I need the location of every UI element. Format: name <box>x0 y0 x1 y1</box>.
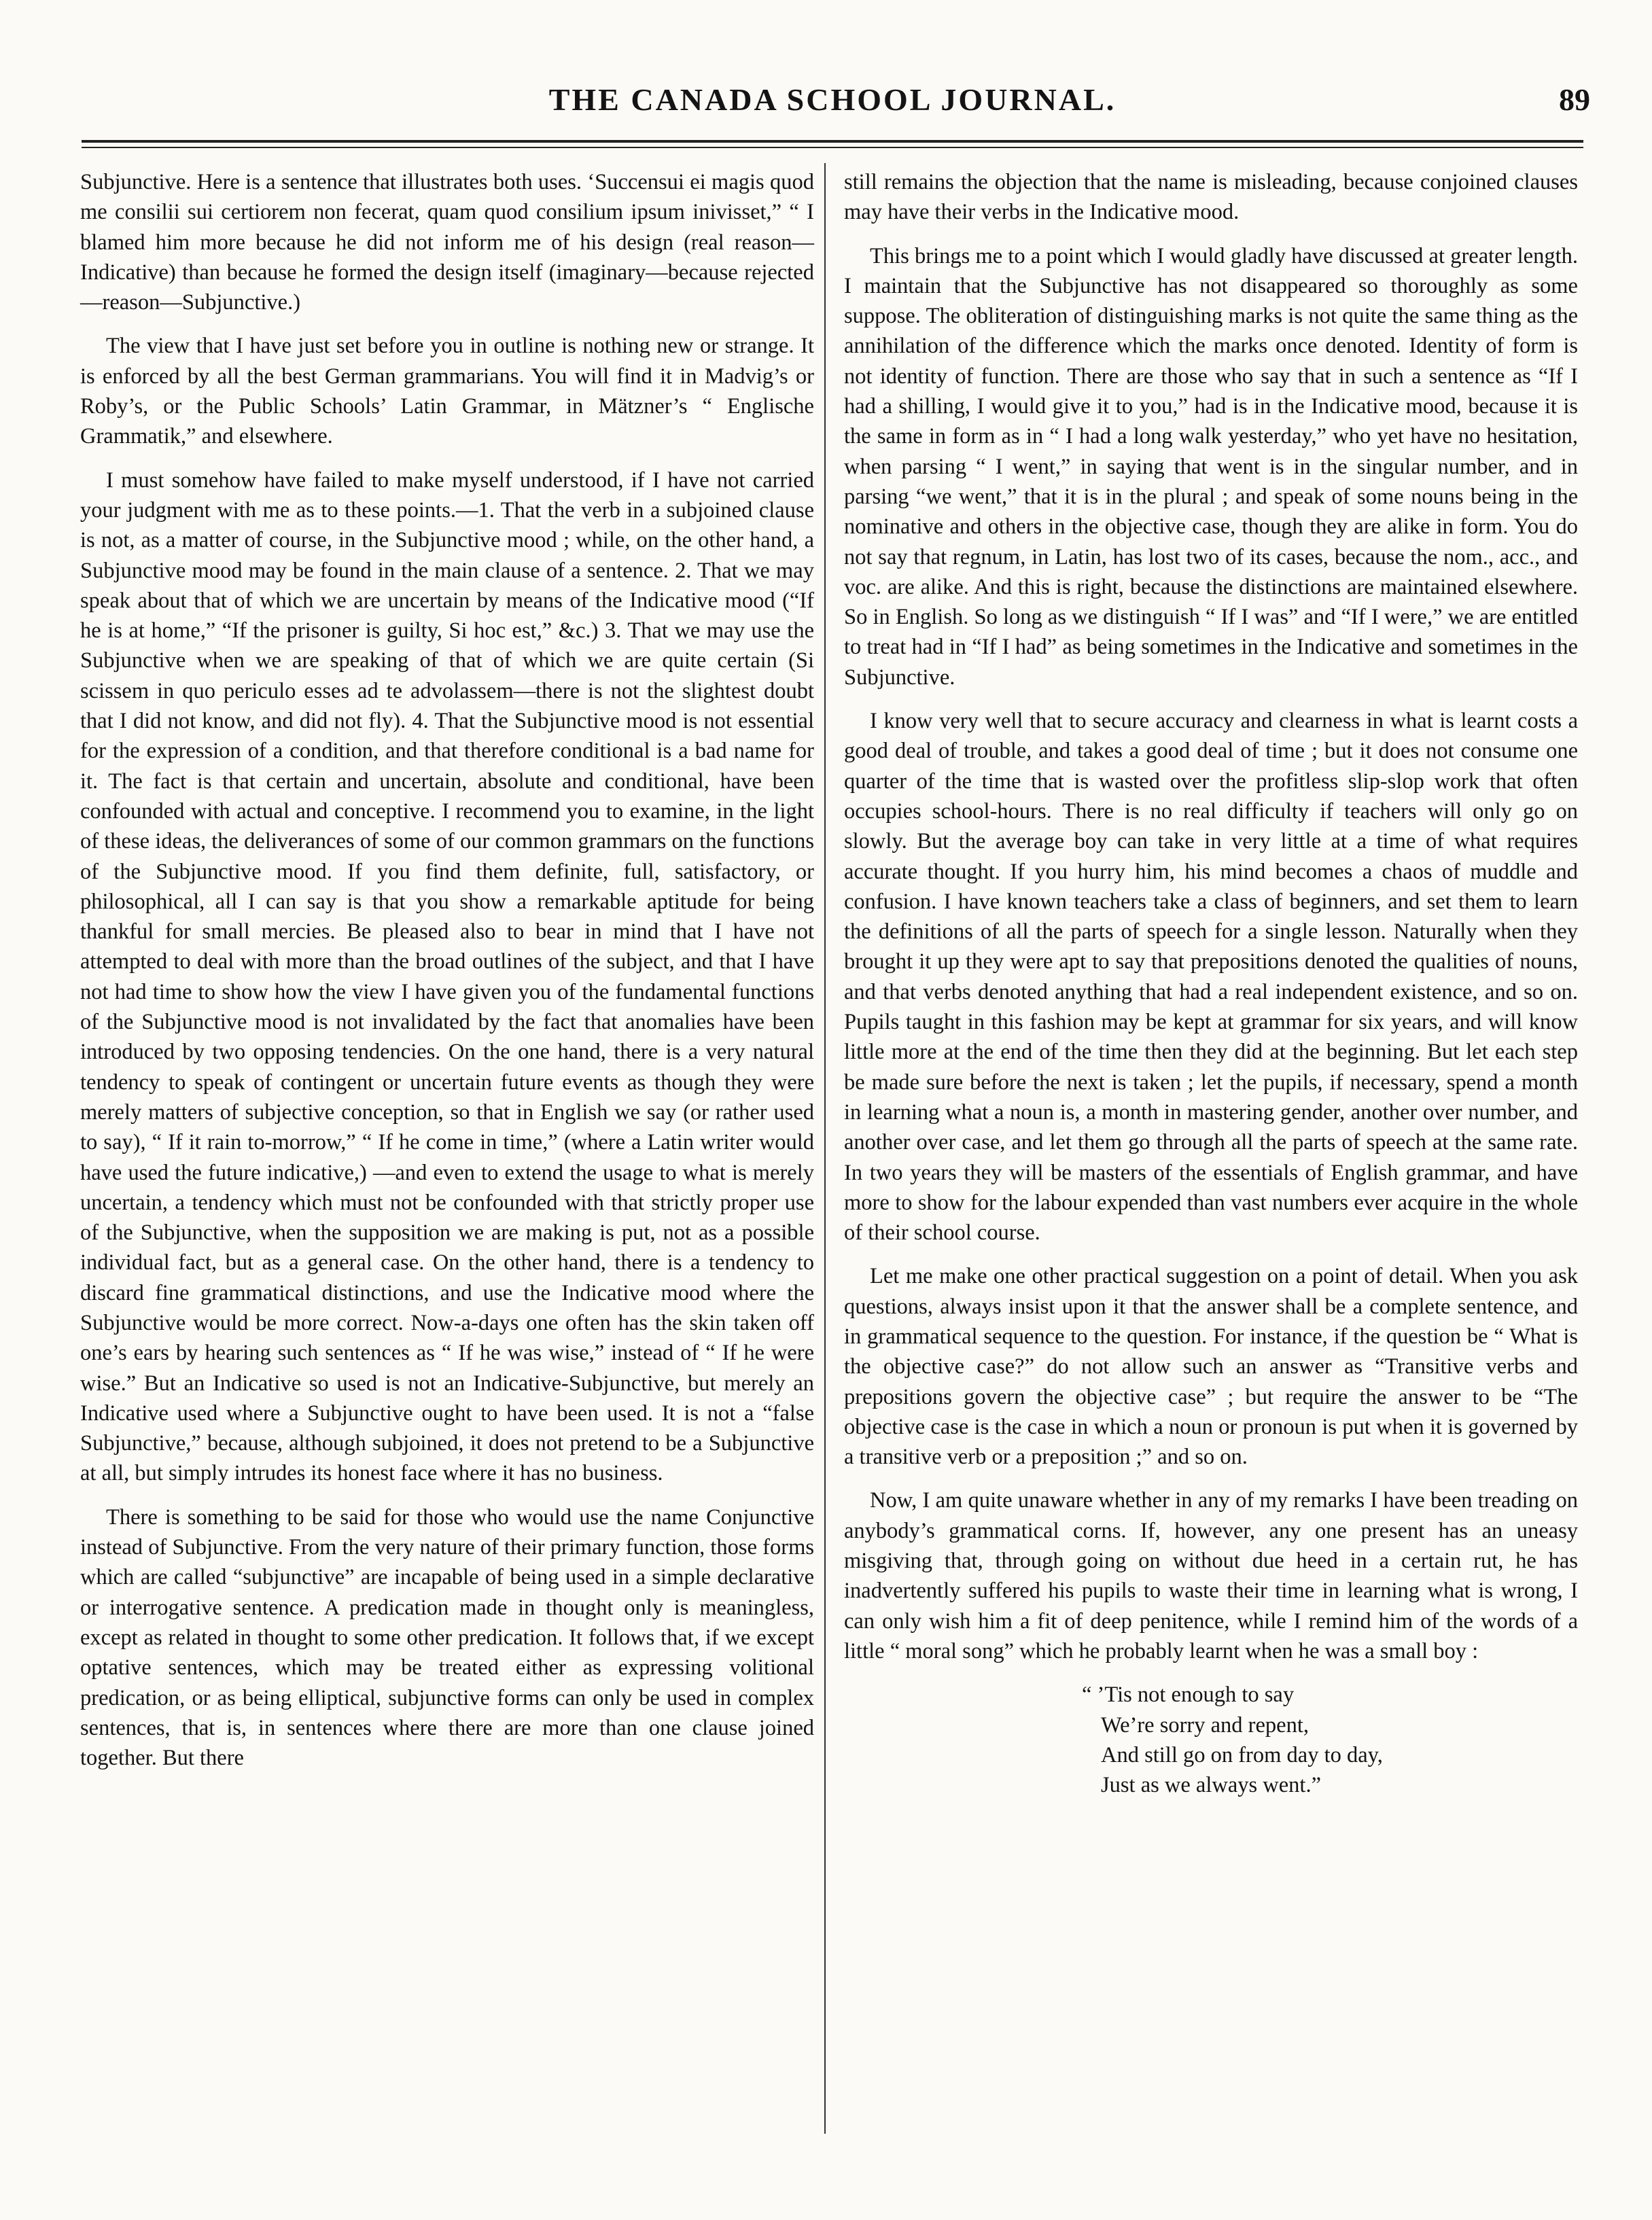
paragraph: Now, I am quite unaware whether in any of my remarks I have been treading on anybody’s grammatical corns. If, however, any one present has an uneasy misgiving that, through going on without due heed in a certain rut, he has inadvertently suffered his pupils to waste their time in learning what is wrong, I can only wish him a fit of deep penitence, while I remind him of the words of a little “ moral song” which he probably learnt when he was a small boy : <box>844 1488 1578 1663</box>
paragraph: still remains the objection that the name is misleading, because conjoined clauses may have their verbs in the Indicative mood. <box>844 170 1578 225</box>
poem-line: And still go on from day to day, <box>1101 1742 1383 1767</box>
column-divider <box>824 163 826 2134</box>
paragraph: Let me make one other practical suggestion on a point of detail. When you ask questions, always insist upon it that the answer shall be a complete sentence, and in grammatical sequence to the question. For instance, if the question be “ What is the objective case?” do not allow such an answer as “Transitive verbs and prepositions govern the objective case” ; but require the answer to be “The objective case is the case in which a noun or pronoun is put when it is governed by a transitive verb or a preposition ;” and so on. <box>844 1264 1578 1470</box>
right-column <box>844 167 1578 1800</box>
page-header <box>75 82 1590 136</box>
paragraph: I must somehow have failed to make myself understood, if I have not carried your judgment with me as to these points.—1. That the verb in a subjoined clause is not, as a matter of course, in the Subjunctive mood ; while, on the other hand, a Subjunctive mood may be found in the main clause of a sentence. 2. That we may speak about that of which we are uncertain by means of the Indicative mood (“If he is at home,” “If the prisoner is guilty, Si hoc est,” &c.) 3. That we may use the Subjunctive when we are speaking of that of which we are quite certain (Si scissem in quo periculo esses ad te advolassem—there is not the slightest doubt that I did not know, and did not fly). 4. That the Subjunctive mood is not essential for the expression of a condition, and that therefore conditional is a bad name for it. The fact is that certain and uncertain, absolute and conditional, have been confounded with actual and conceptive. I recommend you to examine, in the light of these ideas, the deliverances of some of our common grammars on the functions of the Subjunctive mood. If you find them definite, full, satisfactory, or philosophical, all I can say is that you show a remarkable aptitude for being thankful for small mercies. Be pleased also to bear in mind that I have not attempted to deal with more than the broad outlines of the subject, and that I have not had time to show how the view I have given you of the fundamental functions of the Subjunctive mood is not invalidated by the fact that anomalies have been introduced by two opposing tendencies. On the one hand, there is a very natural tendency to speak of contingent or uncertain future events as though they were merely matters of subjective conception, so that in English we say (or rather used to say), “ If it rain to-morrow,” “ If he come in time,” (where a Latin writer would have used the future indicative,) —and even to extend the usage to what is merely uncertain, a tendency which must not be confounded with that strictly proper use of the Subjunctive, when the supposition we are making is put, not as a possible individual fact, but as a general case. On the other hand, there is a tendency to discard fine grammatical distinctions, and use the Indicative mood where the Subjunctive would be more correct. Now-a-days one often has the skin taken off one’s ears by hearing such sentences as “ If he was wise,” instead of “ If he were wise.” But an Indicative so used is not an Indicative-Subjunctive, but merely an Indicative used where a Subjunctive ought to have been used. It is not a “false Subjunctive,” because, although subjoined, it does not pretend to be a Subjunctive at all, but simply intrudes its honest face where it has no business. <box>80 468 814 1486</box>
header-rule-thin <box>82 147 1583 148</box>
paragraph: I know very well that to secure accuracy and clearness in what is learnt costs a good deal of trouble, and takes a good deal of time ; but it does not consume one quarter of the time that is wasted over the profitless slip-slop work that often occupies school-hours. There is no real difficulty if teachers will only go on slowly. But the average boy can take in very little at a time of what requires accurate thought. If you hurry him, his mind becomes a chaos of muddle and confusion. I have known teachers take a class of beginners, and set them to learn the definitions of all the parts of speech for a single lesson. Naturally when they brought it up they were apt to say that prepositions denoted the qualities of nouns, and that verbs denoted anything that had a real independent existence, and so on. Pupils taught in this fashion may be kept at grammar for six years, and will know little more at the end of the time then they did at the beginning. But let each step be made sure before the next is taken ; let the pupils, if necessary, spend a month in learning what a noun is, a month in mastering gender, another over number, and another over case, and let them go through all the parts of speech at the same rate. In two years they will be masters of the essentials of English grammar, and have more to show for the labour expended than vast numbers ever acquire in the whole of their school course. <box>844 709 1578 1246</box>
journal-title: THE CANADA SCHOOL JOURNAL. <box>548 82 1117 117</box>
paragraph: This brings me to a point which I would gladly have discussed at greater length. I maintain that the Subjunctive has not disappeared so thoroughly as some suppose. The obliteration of distinguishing marks is not quite the same thing as the annihilation of the difference which the marks once denoted. Identity of form is not identity of function. There are those who say that in such a sentence as “If I had a shilling, I would give it to you,” had is in the Indicative mood, because it is the same in form as in “ I had a long walk yesterday,” who yet have no hesitation, when parsing “ I went,” in saying that went is in the singular number, and in parsing “we went,” that it is in the plural ; and speak of some nouns being in the nominative and others in the objective case, though they are alike in form. You do not say that regnum, in Latin, has lost two of its cases, because the nom., acc., and voc. are alike. And this is right, because the distinctions are maintained elsewhere. So in English. So long as we distinguish “ If I was” and “If I were,” we are entitled to treat had in “If I had” as being sometimes in the Indicative and sometimes in the Subjunctive. <box>844 243 1578 690</box>
poem-line: We’re sorry and repent, <box>1101 1712 1309 1738</box>
poem-line: Just as we always went.” <box>1101 1773 1322 1798</box>
header-rule-thick <box>82 140 1583 143</box>
left-column <box>80 167 814 1786</box>
page-number: 89 <box>1559 82 1590 117</box>
poem-line: “ ’Tis not enough to say <box>1082 1682 1295 1708</box>
poem-quote <box>1082 1680 1578 1800</box>
paragraph: There is something to be said for those who would use the name Conjunctive instead of Subjunctive. From the very nature of their primary function, those forms which are called “subjunctive” are incapable of being used in a simple declarative or interrogative sentence. A predication made in thought only is meaningless, except as related in thought to some other predication. It follows that, if we except optative sentences, which may be treated either as expressing volitional predication, or as being elliptical, subjunctive forms can only be used in complex sentences, that is, in sentences where there are more than one clause joined together. But there <box>80 1504 814 1771</box>
paragraph: The view that I have just set before you in outline is nothing new or strange. It is enforced by all the best German grammarians. You will find it in Madvig’s or Roby’s, or the Public Schools’ Latin Grammar, in Mätzner’s “ Englische Grammatik,” and elsewhere. <box>80 334 814 449</box>
paragraph: Subjunctive. Here is a sentence that illustrates both uses. ‘Succensui ei magis quod me consilii sui certiorem non fecerat, quam quod consilium ipsum inivisset,” “ I blamed him more because he did not inform me of his design (real reason—Indicative) than because he formed the design itself (imaginary—because rejected—reason—Subjunctive.) <box>80 170 814 315</box>
